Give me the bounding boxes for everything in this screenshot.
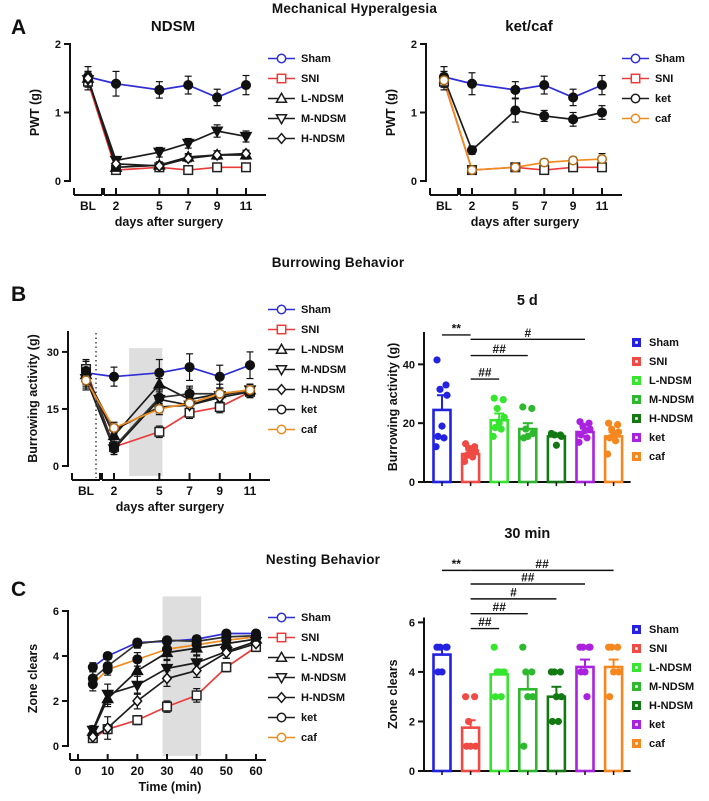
legend-item-l-ndsm: [630, 661, 694, 674]
svg-text:Time (min): Time (min): [138, 780, 202, 794]
svg-text:1: 1: [410, 107, 417, 120]
svg-text:9: 9: [213, 199, 221, 213]
panel-c-nesting-bar-chart: [388, 522, 630, 784]
legend-item-sni: [268, 323, 346, 336]
svg-text:20: 20: [402, 418, 415, 431]
legend-label: L-NDSM: [649, 374, 692, 387]
svg-text:11: 11: [243, 484, 257, 498]
panel-b-line-legend: [268, 303, 346, 443]
legend-item-caf: [268, 731, 346, 744]
svg-text:Zone clears: Zone clears: [386, 659, 400, 729]
legend-label: caf: [655, 112, 671, 125]
legend-label: SNI: [301, 631, 320, 644]
svg-text:60: 60: [249, 764, 263, 778]
panel-a-ndsm-legend: [268, 52, 346, 152]
svg-text:0: 0: [52, 741, 59, 753]
svg-text:4: 4: [408, 666, 415, 679]
legend-label: L-NDSM: [301, 92, 344, 105]
svg-text:6: 6: [408, 617, 415, 630]
panel-c-nesting-line-chart: [18, 584, 274, 800]
legend-label: L-NDSM: [649, 661, 692, 674]
legend-label: SNI: [649, 642, 668, 655]
legend-label: ket: [655, 92, 671, 105]
legend-label: Sham: [655, 52, 685, 65]
svg-text:40: 40: [402, 359, 415, 372]
legend-label: SNI: [301, 72, 320, 85]
legend-item-caf: [630, 737, 694, 750]
svg-text:##: ##: [521, 570, 535, 585]
svg-text:2: 2: [112, 199, 120, 213]
svg-text:BL: BL: [436, 199, 452, 213]
legend-item-ket: [268, 403, 346, 416]
legend-item-h-ndsm: [268, 132, 346, 145]
svg-text:30: 30: [160, 764, 174, 778]
legend-label: H-NDSM: [301, 383, 345, 396]
legend-label: M-NDSM: [649, 393, 695, 406]
legend-label: Sham: [649, 623, 679, 636]
legend-label: ket: [301, 711, 317, 724]
svg-text:PWT (g): PWT (g): [384, 88, 398, 137]
legend-label: L-NDSM: [301, 651, 344, 664]
panel-a-label: A: [11, 16, 27, 39]
panel-c-line-legend: [268, 611, 346, 751]
panel-c-bar-legend: [630, 623, 694, 756]
svg-text:1: 1: [54, 107, 61, 120]
legend-item-caf: [622, 112, 685, 125]
panel-a-ketcaf-legend: [622, 52, 685, 132]
legend-label: ket: [649, 718, 665, 731]
svg-text:0: 0: [408, 766, 415, 778]
section-title-mechanical-hyperalgesia: Mechanical Hyperalgesia: [271, 1, 438, 16]
svg-text:BL: BL: [80, 199, 96, 213]
panel-b-bar-legend: [630, 336, 694, 469]
svg-text:2: 2: [54, 39, 61, 51]
svg-text:Zone clears: Zone clears: [26, 643, 40, 714]
svg-text:2: 2: [110, 484, 118, 498]
svg-text:2: 2: [408, 716, 415, 729]
legend-label: SNI: [301, 323, 320, 336]
panel-b-burrowing-line-chart: [18, 278, 274, 518]
legend-item-ket: [630, 718, 694, 731]
legend-label: Sham: [301, 611, 331, 624]
legend-item-m-ndsm: [268, 671, 346, 684]
svg-text:15: 15: [46, 403, 59, 416]
svg-text:#: #: [510, 585, 517, 600]
legend-item-sni: [268, 72, 346, 85]
panel-c-label: C: [11, 578, 27, 601]
svg-text:2: 2: [468, 199, 476, 213]
svg-text:5: 5: [511, 199, 519, 213]
legend-item-ket: [630, 431, 694, 444]
svg-text:##: ##: [478, 615, 492, 630]
legend-item-m-ndsm: [268, 363, 346, 376]
legend-item-h-ndsm: [268, 383, 346, 396]
legend-item-h-ndsm: [630, 699, 694, 712]
legend-item-ket: [268, 711, 346, 724]
svg-text:0: 0: [410, 176, 417, 188]
legend-label: SNI: [655, 72, 674, 85]
svg-text:7: 7: [186, 484, 193, 498]
legend-item-l-ndsm: [268, 651, 346, 664]
legend-label: M-NDSM: [649, 680, 695, 693]
legend-item-sham: [622, 52, 685, 65]
legend-item-h-ndsm: [268, 691, 346, 704]
legend-item-m-ndsm: [630, 393, 694, 406]
legend-label: SNI: [649, 355, 668, 368]
legend-label: H-NDSM: [649, 699, 693, 712]
legend-item-caf: [630, 450, 694, 463]
legend-item-sni: [622, 72, 685, 85]
legend-label: caf: [301, 731, 317, 744]
legend-item-sham: [268, 611, 346, 624]
svg-text:0: 0: [52, 461, 59, 473]
svg-text:ket/caf: ket/caf: [505, 18, 553, 35]
legend-item-h-ndsm: [630, 412, 694, 425]
svg-text:days after surgery: days after surgery: [470, 215, 580, 229]
svg-text:7: 7: [540, 199, 548, 213]
legend-label: caf: [649, 450, 665, 463]
svg-text:Burrowing activity (g): Burrowing activity (g): [26, 334, 40, 463]
section-title-burrowing-behavior: Burrowing Behavior: [271, 255, 405, 270]
legend-label: M-NDSM: [301, 671, 347, 684]
svg-text:**: **: [451, 556, 461, 571]
svg-text:30: 30: [46, 346, 59, 359]
svg-text:10: 10: [100, 764, 115, 778]
svg-text:**: **: [451, 321, 461, 336]
svg-text:NDSM: NDSM: [150, 18, 196, 35]
svg-text:9: 9: [216, 484, 224, 498]
legend-item-m-ndsm: [268, 112, 346, 125]
svg-text:7: 7: [184, 199, 192, 213]
svg-text:0: 0: [74, 764, 82, 778]
svg-text:30 min: 30 min: [504, 526, 551, 542]
legend-label: H-NDSM: [649, 412, 693, 425]
legend-label: M-NDSM: [301, 112, 347, 125]
legend-label: M-NDSM: [301, 363, 347, 376]
svg-text:50: 50: [219, 764, 234, 778]
legend-label: Sham: [301, 303, 331, 316]
svg-text:##: ##: [492, 342, 506, 357]
svg-text:BL: BL: [78, 484, 94, 498]
svg-text:days after surgery: days after surgery: [114, 215, 224, 229]
legend-item-sni: [268, 631, 346, 644]
legend-label: ket: [301, 403, 317, 416]
legend-label: Sham: [301, 52, 331, 65]
legend-item-sham: [268, 52, 346, 65]
svg-text:#: #: [524, 325, 532, 340]
svg-text:0: 0: [54, 176, 61, 188]
legend-item-sham: [630, 336, 694, 349]
svg-text:5: 5: [155, 199, 163, 213]
svg-text:9: 9: [569, 199, 577, 213]
legend-item-sham: [268, 303, 346, 316]
panel-a-ndsm-line-chart: [22, 8, 270, 233]
legend-item-sni: [630, 642, 694, 655]
svg-text:5 d: 5 d: [516, 293, 538, 309]
svg-text:##: ##: [478, 365, 492, 380]
legend-label: H-NDSM: [301, 132, 345, 145]
legend-label: ket: [649, 431, 665, 444]
legend-label: L-NDSM: [301, 343, 344, 356]
panel-a-ketcaf-line-chart: [378, 8, 626, 233]
legend-label: Sham: [649, 336, 679, 349]
legend-item-sham: [630, 623, 694, 636]
legend-item-m-ndsm: [630, 680, 694, 693]
svg-text:2: 2: [52, 696, 59, 708]
svg-text:days after surgery: days after surgery: [115, 500, 225, 514]
svg-text:11: 11: [595, 199, 609, 213]
svg-text:##: ##: [492, 600, 506, 615]
svg-text:20: 20: [130, 764, 145, 778]
legend-label: caf: [301, 423, 317, 436]
svg-text:5: 5: [155, 484, 163, 498]
svg-text:40: 40: [189, 764, 204, 778]
legend-item-ket: [622, 92, 685, 105]
svg-text:2: 2: [410, 39, 417, 51]
legend-item-l-ndsm: [268, 92, 346, 105]
legend-item-caf: [268, 423, 346, 436]
legend-item-l-ndsm: [268, 343, 346, 356]
legend-item-sni: [630, 355, 694, 368]
svg-text:Burrowing activity (g): Burrowing activity (g): [386, 342, 400, 472]
svg-text:##: ##: [535, 556, 549, 571]
svg-text:0: 0: [408, 477, 415, 489]
panel-b-label: B: [11, 283, 27, 306]
legend-label: caf: [649, 737, 665, 750]
svg-text:11: 11: [239, 199, 253, 213]
svg-text:6: 6: [52, 606, 59, 618]
legend-label: H-NDSM: [301, 691, 345, 704]
svg-text:4: 4: [52, 651, 59, 663]
panel-b-burrowing-bar-chart: [388, 280, 630, 495]
svg-text:PWT (g): PWT (g): [28, 88, 42, 137]
section-title-nesting-behavior: Nesting Behavior: [265, 552, 381, 567]
legend-item-l-ndsm: [630, 374, 694, 387]
